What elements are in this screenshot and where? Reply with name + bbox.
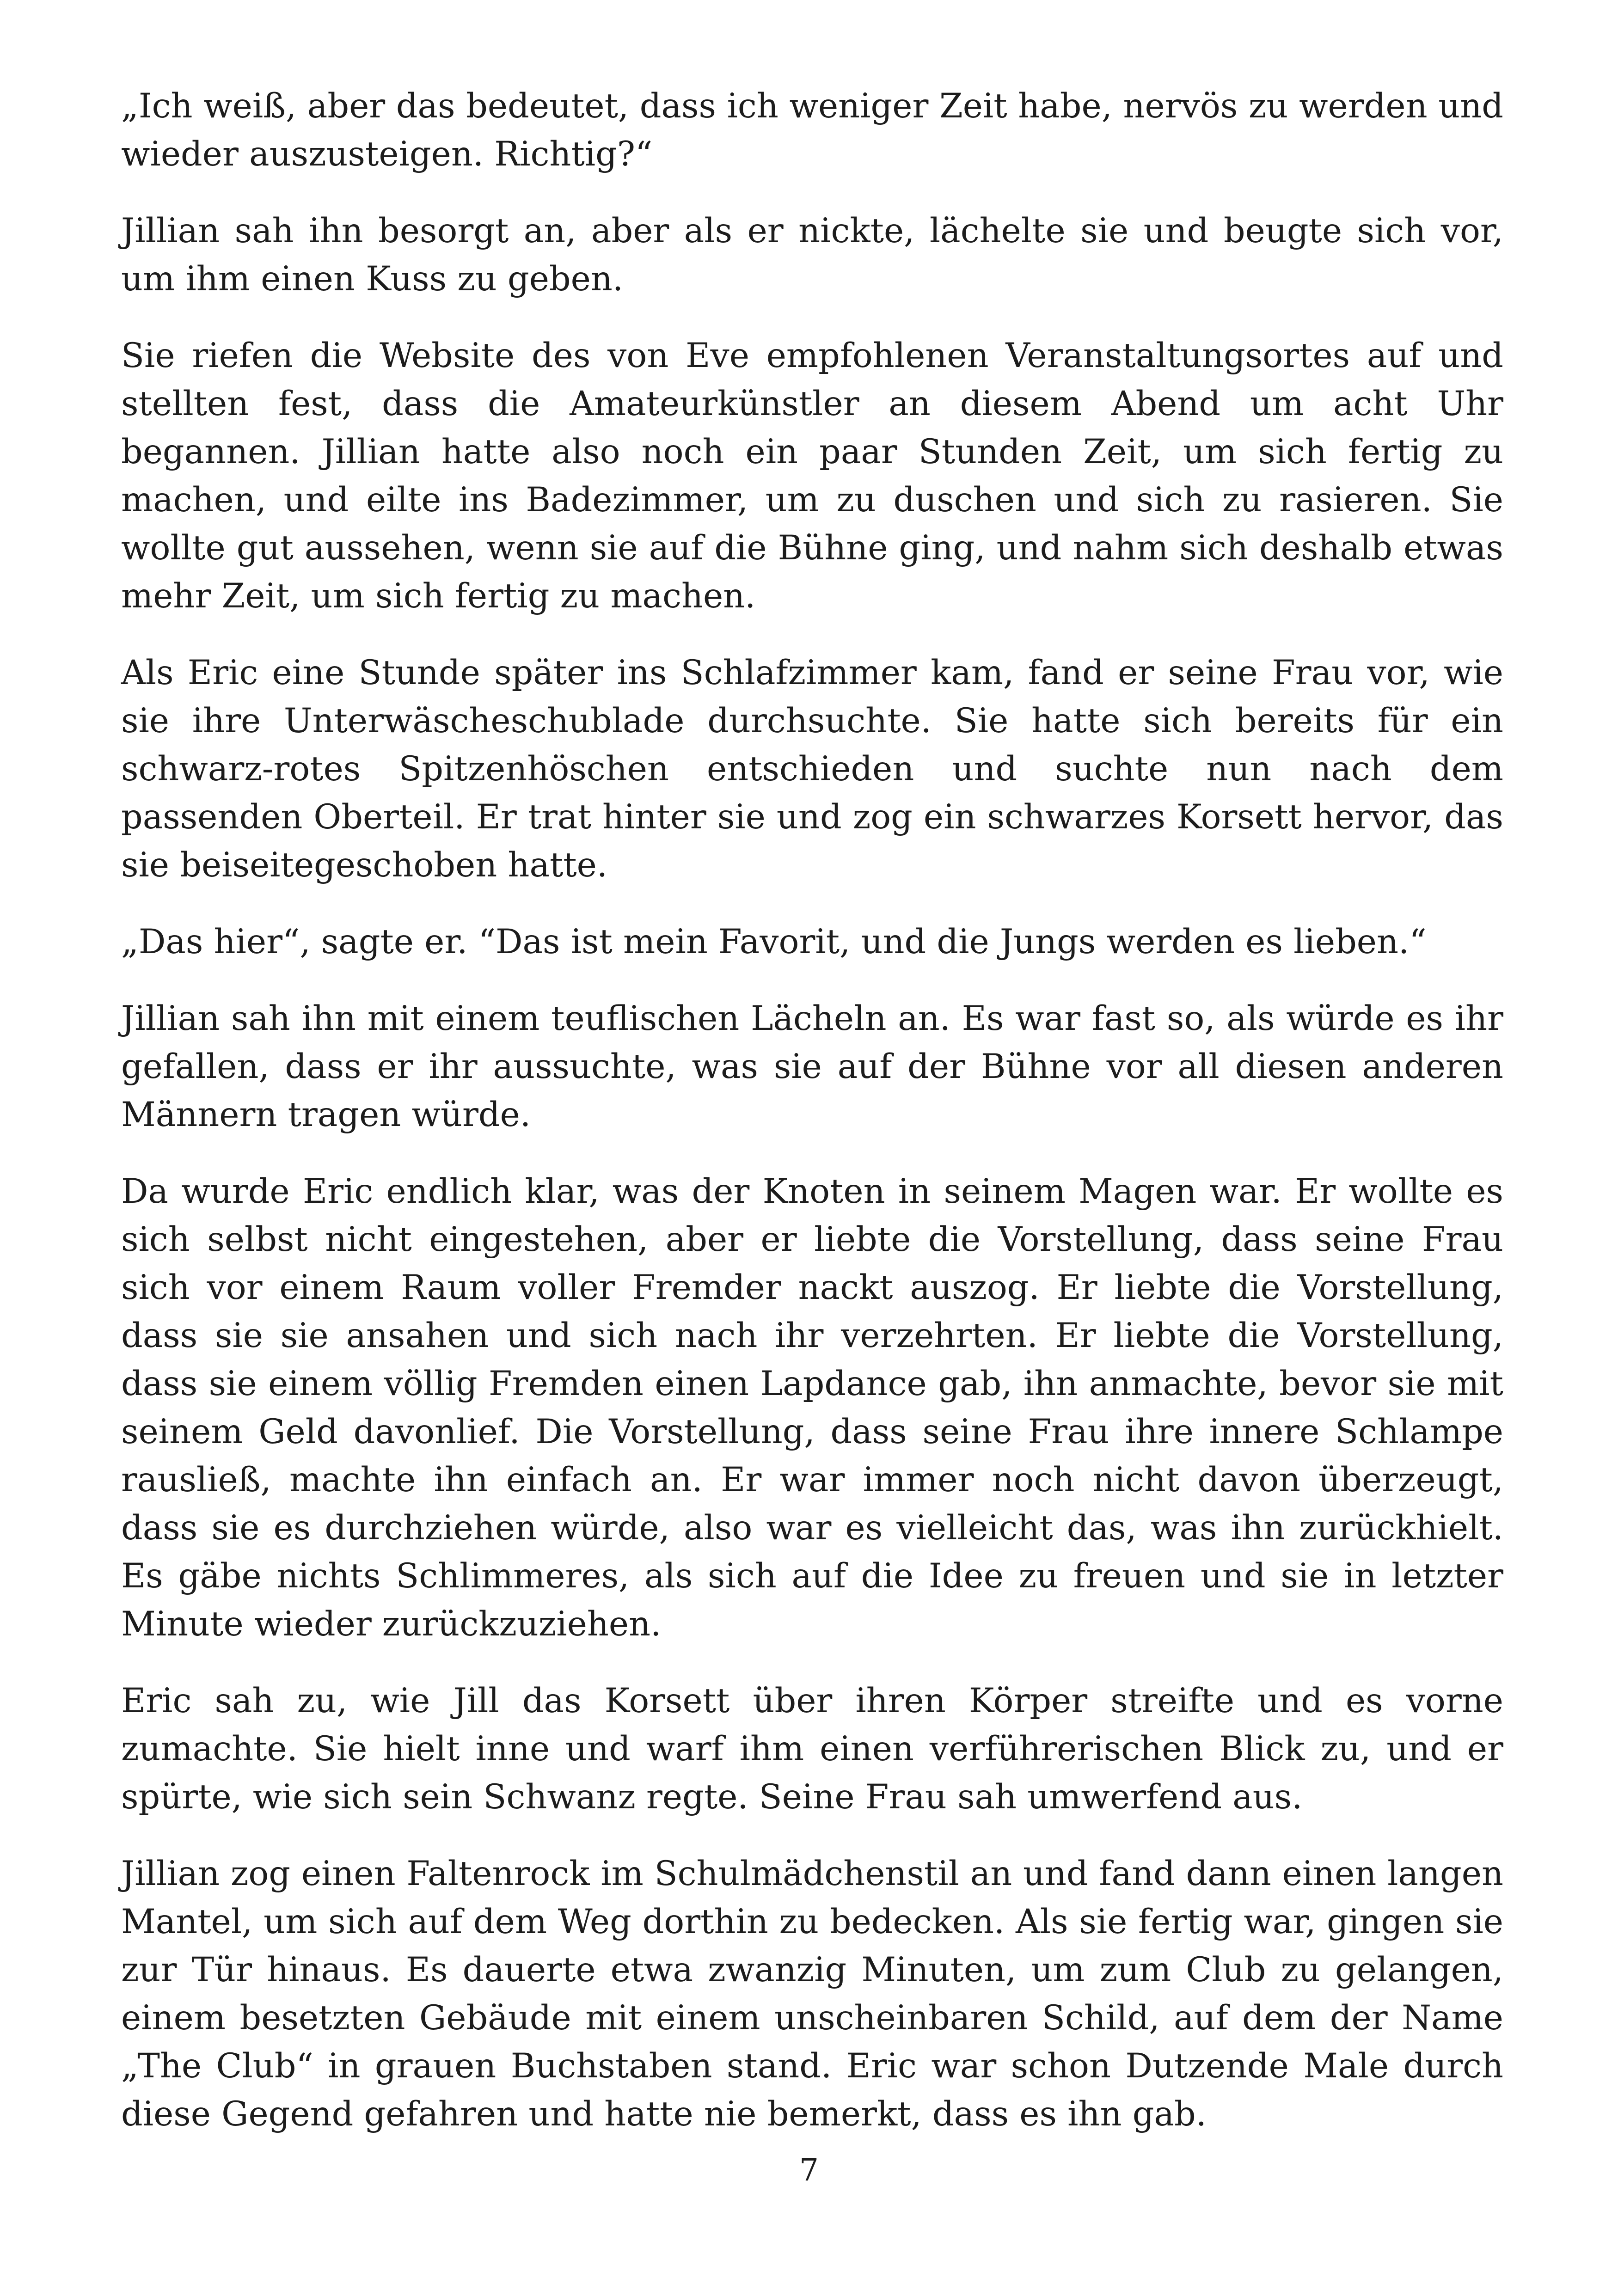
paragraph: „Das hier“, sagte er. “Das ist mein Favorit, und die Jungs werden es lieben.“ bbox=[121, 922, 1427, 961]
page-number: 7 bbox=[799, 2152, 819, 2188]
paragraph: Da wurde Eric endlich klar, was der Knoten in seinem Magen war. Er wollte es sich selbst nicht eingestehen, aber er liebte die Vorstellung, dass seine Frau sich vor einem Raum voller Fremder nackt auszog. Er liebte die Vorstellung, dass sie sie ansahen und sich nach ihr verzehrten. Er liebte die Vorstellung, dass sie einem völlig Fremden einen Lapdance gab, ihn anmachte, bevor sie mit seinem Geld davonlief. Die Vorstellung, dass seine Frau ihre innere Schlampe rausließ, machte ihn einfach an. Er war immer noch nicht davon überzeugt, dass sie es durchziehen würde, also war es vielleicht das, was ihn zurückhielt. Es gäbe nichts Schlimmeres, als sich auf die Idee zu freuen und sie in letzter Minute wieder zurückzuziehen. bbox=[121, 1172, 1503, 1644]
paragraph: Jillian sah ihn besorgt an, aber als er nickte, lächelte sie und beugte sich vor, um ihm einen Kuss zu geben. bbox=[121, 211, 1503, 299]
paragraph: Jillian sah ihn mit einem teuflischen Lächeln an. Es war fast so, als würde es ihr gefallen, dass er ihr aussuchte, was sie auf der Bühne vor all diesen anderen Männern tragen würde. bbox=[121, 999, 1503, 1134]
paragraph: Sie riefen die Website des von Eve empfohlenen Veranstaltungsortes auf und stellten fest, dass die Amateurkünstler an diesem Abend um acht Uhr begannen. Jillian hatte also noch ein paar Stunden Zeit, um sich fertig zu machen, und eilte ins Badezimmer, um zu duschen und sich zu rasieren. Sie wollte gut aussehen, wenn sie auf die Bühne ging, und nahm sich deshalb etwas mehr Zeit, um sich fertig zu machen. bbox=[121, 336, 1503, 616]
paragraph: Als Eric eine Stunde später ins Schlafzimmer kam, fand er seine Frau vor, wie sie ihre Unterwäscheschublade durchsuchte. Sie hatte sich bereits für ein schwarz-rotes Spitzenhöschen entschieden und suchte nun nach dem passenden Oberteil. Er trat hinter sie und zog ein schwarzes Korsett hervor, das sie beiseitegeschoben hatte. bbox=[121, 653, 1503, 885]
paragraph: Jillian zog einen Faltenrock im Schulmädchenstil an und fand dann einen langen Mantel, um sich auf dem Weg dorthin zu bedecken. Als sie fertig war, gingen sie zur Tür hinaus. Es dauerte etwa zwanzig Minuten, um zum Club zu gelangen, einem besetzten Gebäude mit einem unscheinbaren Schild, auf dem der Name „The Club“ in grauen Buchstaben stand. Eric war schon Dutzende Male durch diese Gegend gefahren und hatte nie bemerkt, dass es ihn gab. bbox=[121, 1854, 1503, 2134]
paragraph: „Ich weiß, aber das bedeutet, dass ich weniger Zeit habe, nervös zu werden und wieder auszusteigen. Richtig?“ bbox=[121, 86, 1503, 174]
page-body bbox=[121, 82, 1503, 2167]
paragraph: Eric sah zu, wie Jill das Korsett über ihren Körper streifte und es vorne zumachte. Sie hielt inne und warf ihm einen verführerischen Blick zu, und er spürte, wie sich sein Schwanz regte. Seine Frau sah umwerfend aus. bbox=[121, 1681, 1503, 1817]
